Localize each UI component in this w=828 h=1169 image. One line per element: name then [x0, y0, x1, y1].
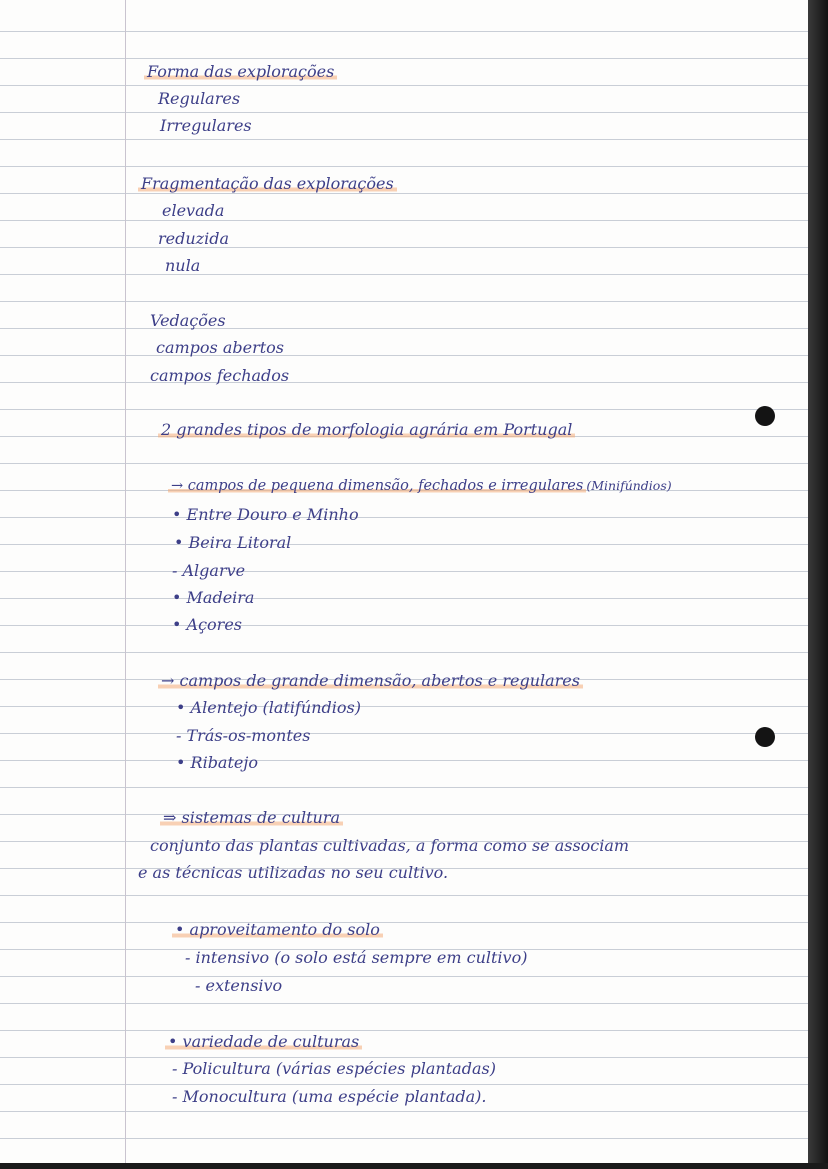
var-title — [165, 1032, 362, 1051]
tipos-title — [158, 420, 575, 439]
forma-title-text: Forma das explorações — [144, 62, 337, 81]
peq-item-1: • Entre Douro e Minho — [172, 505, 359, 524]
peq-title — [168, 478, 672, 494]
var-title-text: • variedade de culturas — [165, 1032, 362, 1051]
sis-title-text: ⇒ sistemas de cultura — [160, 808, 343, 827]
ved-item-2: campos fechados — [150, 366, 290, 385]
peq-item-3: - Algarve — [172, 561, 246, 580]
punch-hole-bottom — [755, 727, 775, 747]
gra-title-text: → campos de grande dimensão, abertos e regulares — [158, 671, 583, 690]
sis-title — [160, 808, 343, 827]
ved-item-1: campos abertos — [156, 338, 285, 357]
peq-item-2: • Beira Litoral — [174, 533, 292, 552]
frag-item-2: reduzida — [158, 229, 229, 248]
gra-item-2: - Trás-os-montes — [176, 726, 311, 745]
ved-title: Vedações — [150, 311, 226, 330]
margin-rule — [125, 0, 126, 1169]
forma-title — [144, 62, 337, 81]
var-item-2: - Monocultura (uma espécie plantada). — [172, 1087, 487, 1106]
punch-hole-top — [755, 406, 775, 426]
sis-def-1: conjunto das plantas cultivadas, a forma como se associam — [150, 836, 630, 855]
gra-item-1: • Alentejo (latifúndios) — [176, 698, 361, 717]
frag-item-1: elevada — [162, 201, 225, 220]
forma-item-1: Regulares — [158, 89, 241, 108]
peq-title-text: → campos de pequena dimensão, fechados e irregulares — [168, 478, 586, 494]
apr-item-2: - extensivo — [195, 976, 283, 995]
scan-edge-bottom — [0, 1163, 828, 1169]
scan-edge-right — [808, 0, 828, 1169]
forma-item-2: Irregulares — [160, 116, 252, 135]
gra-item-3: • Ribatejo — [176, 753, 258, 772]
peq-note: (Minifúndios) — [586, 478, 672, 493]
var-item-1: - Policultura (várias espécies plantadas) — [172, 1059, 496, 1078]
apr-title — [172, 920, 383, 939]
apr-item-1: - intensivo (o solo está sempre em cultivo) — [185, 948, 528, 967]
peq-item-5: • Açores — [172, 615, 242, 634]
tipos-title-text: 2 grandes tipos de morfologia agrária em Portugal — [158, 420, 575, 439]
frag-title-text: Fragmentação das explorações — [138, 174, 397, 193]
gra-title — [158, 671, 583, 690]
frag-item-3: nula — [165, 256, 201, 275]
frag-title — [138, 174, 397, 193]
apr-title-text: • aproveitamento do solo — [172, 920, 383, 939]
peq-item-4: • Madeira — [172, 588, 255, 607]
sis-def-2: e as técnicas utilizadas no seu cultivo. — [138, 863, 449, 882]
